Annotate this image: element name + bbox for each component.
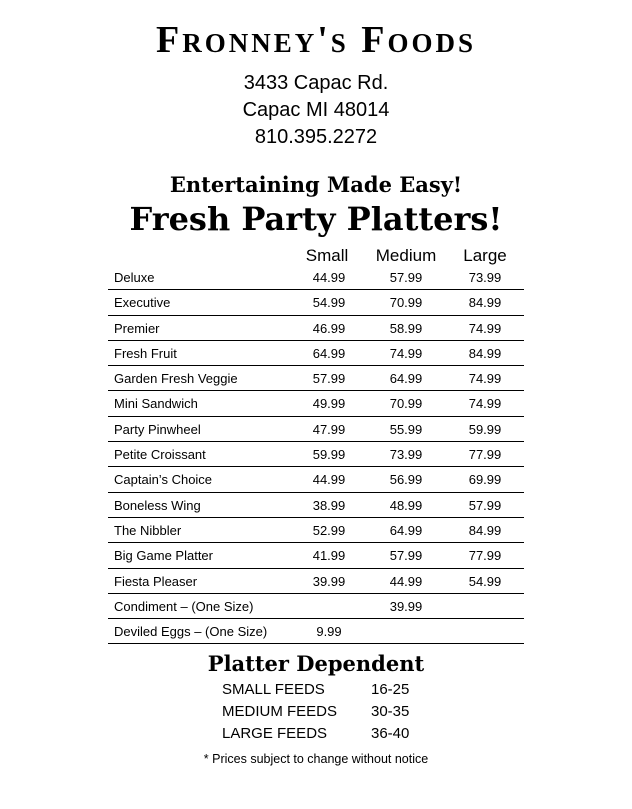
price-small: 44.99 — [312, 472, 346, 488]
price-small: 64.99 — [312, 345, 346, 361]
price-large: 74.99 — [468, 371, 502, 387]
feeds-label-large: LARGE FEEDS — [222, 725, 328, 742]
price-medium: 70.99 — [389, 396, 423, 412]
table-row — [108, 341, 524, 366]
price-medium: 73.99 — [389, 447, 423, 463]
table-row — [108, 594, 524, 619]
price-large: 57.99 — [468, 497, 502, 513]
platter-name: Fiesta Pleaser — [114, 573, 198, 589]
platter-name: Mini Sandwich — [114, 396, 198, 412]
price-medium: 58.99 — [389, 320, 423, 336]
price-large: 77.99 — [468, 548, 502, 564]
table-row — [108, 493, 524, 518]
feeds-value-small: 16-25 — [371, 681, 410, 698]
price-small: 44.99 — [312, 270, 346, 285]
price-large: 69.99 — [468, 472, 502, 488]
price-large: 59.99 — [468, 421, 502, 437]
price-small: 39.99 — [312, 573, 346, 589]
price-large: 73.99 — [468, 270, 502, 285]
price-disclaimer: * Prices subject to change without notice — [203, 752, 429, 766]
table-row — [108, 467, 524, 492]
table-row — [108, 265, 524, 290]
price-medium: 57.99 — [389, 270, 423, 285]
platter-name: Executive — [114, 295, 171, 311]
feeds-label-small: SMALL FEEDS — [222, 681, 325, 698]
table-row — [108, 518, 524, 543]
feeds-value-large: 36-40 — [371, 725, 410, 742]
platter-name: Garden Fresh Veggie — [114, 371, 238, 387]
platter-name: Deviled Eggs – (One Size) — [114, 624, 268, 640]
price-medium: 56.99 — [389, 472, 423, 488]
price-medium: 64.99 — [389, 371, 423, 387]
platter-name: Condiment – (One Size) — [114, 598, 254, 614]
platter-name: Party Pinwheel — [114, 421, 201, 437]
price-small: 41.99 — [312, 548, 346, 564]
table-row — [108, 417, 524, 442]
column-header-large: Large — [463, 246, 507, 265]
price-large: 84.99 — [468, 345, 502, 361]
price-small: 49.99 — [312, 396, 346, 412]
price-medium: 55.99 — [389, 421, 423, 437]
price-small: 57.99 — [312, 371, 346, 387]
address-city: Capac MI 48014 — [242, 99, 390, 121]
price-small: 38.99 — [312, 497, 346, 513]
feeds-value-medium: 30-35 — [371, 703, 410, 720]
price-medium: 44.99 — [389, 573, 423, 589]
table-row — [108, 316, 524, 341]
table-row — [108, 569, 524, 594]
feeds-label-medium: MEDIUM FEEDS — [222, 703, 338, 720]
tagline: Entertaining Made Easy! — [169, 172, 463, 197]
price-medium: 39.99 — [389, 598, 423, 614]
price-small: 47.99 — [312, 421, 346, 437]
column-header-medium: Medium — [375, 246, 437, 265]
table-row — [108, 442, 524, 467]
platter-name: Petite Croissant — [114, 447, 206, 463]
price-large: 77.99 — [468, 447, 502, 463]
table-row — [108, 391, 524, 416]
price-medium: 64.99 — [389, 522, 423, 538]
price-small: 46.99 — [312, 320, 346, 336]
price-large: 74.99 — [468, 320, 502, 336]
platter-name: Deluxe — [114, 270, 155, 285]
price-medium: 74.99 — [389, 345, 423, 361]
platter-name: Big Game Platter — [114, 548, 213, 564]
price-small: 54.99 — [312, 295, 346, 311]
platter-name: Boneless Wing — [114, 497, 201, 513]
price-large: 74.99 — [468, 396, 502, 412]
table-row — [108, 543, 524, 568]
platter-name: Captain’s Choice — [114, 472, 213, 488]
price-large: 84.99 — [468, 522, 502, 538]
phone-number: 810.395.2272 — [254, 126, 378, 148]
price-large: 54.99 — [468, 573, 502, 589]
menu-heading: Fresh Party Platters! — [129, 200, 503, 238]
table-row — [108, 619, 524, 644]
platter-dependent-title: Platter Dependent — [207, 651, 425, 676]
price-large: 84.99 — [468, 295, 502, 311]
platter-name: The Nibbler — [114, 522, 182, 538]
price-medium: 57.99 — [389, 548, 423, 564]
price-table — [108, 265, 524, 644]
price-small: 9.99 — [316, 624, 342, 640]
table-row — [108, 366, 524, 391]
price-small: 59.99 — [312, 447, 346, 463]
platter-name: Premier — [114, 320, 160, 336]
platter-name: Fresh Fruit — [114, 345, 177, 361]
price-small: 52.99 — [312, 522, 346, 538]
price-medium: 70.99 — [389, 295, 423, 311]
table-row — [108, 290, 524, 315]
column-header-small: Small — [305, 246, 349, 265]
page-title: Fronney's Foods — [155, 19, 477, 61]
price-medium: 48.99 — [389, 497, 423, 513]
address-street: 3433 Capac Rd. — [243, 72, 389, 94]
